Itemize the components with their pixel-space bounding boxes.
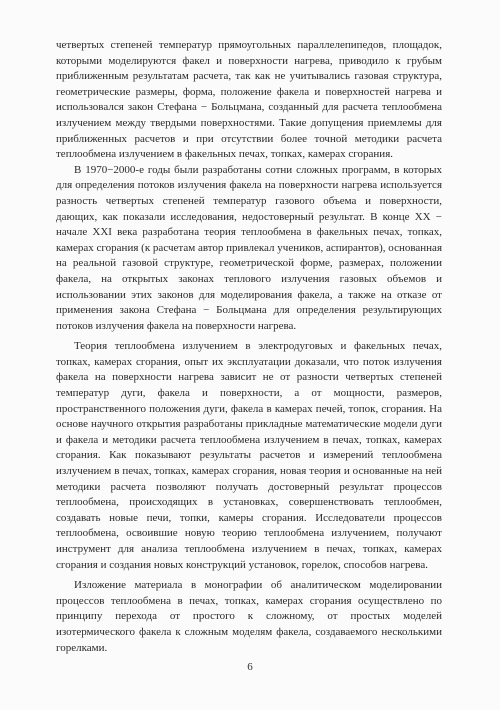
body-text — [56, 38, 442, 656]
page-number: 6 — [247, 661, 253, 673]
paragraph-programs: В 1970−2000-е годы были разработаны сотни сложных программ, в которых для определения потоков излучения факела на поверхности нагрева используется разность четвертых степеней температур газового объема и поверхности, дающих, как показали исследования, недостоверный результат. В конце XX − начале XXI века разработана теория теплообмена в факельных печах, топках, камерах сгорания (к расчетам автор привлекал учеников, аспирантов), основанная на реальной газовой структуре, геометрической форме, размерах, положении факела, на открытых законах теплового излучения газовых объемов и использовании этих законов для моделирования факела, а также на отказе от применения закона Стефана − Больцмана для определения результирующих потоков излучения факела на поверхности нагрева. — [56, 163, 442, 332]
paragraph-theory: Теория теплообмена излучением в электродуговых и факельных печах, топках, камерах сгорания, опыт их эксплуатации доказали, что поток излучения факела на поверхности нагрева зависит не от разности четвертых степеней температур дуги, факела и поверхности, а от мощности, размеров, пространственного положения дуги, факела в камерах печей, топок, сгорания. На основе научного открытия разработаны прикладные математические модели дуги и факела и методики расчета теплообмена излучением в печах, топках, камерах сгорания. Как показывают результаты расчетов и измерений теплообмена излучением в печах, топках, камерах сгорания, новая теория и основанные на ней методики расчета позволяют получать достоверный результат процессов теплообмена, происходящих в установках, совершенствовать теплообмен, создавать новые печи, топки, камеры сгорания. Исследователи процессов теплообмена, освоившие новую теорию теплообмена излучением, получают инструмент для анализа теплообмена излучением в печах, топках, камерах сгорания и создания новых конструкций установок, горелок, способов нагрева. — [56, 340, 442, 571]
paragraph-monograph: Изложение материала в монографии об аналитическом моделировании процессов теплообмена в печах, топках, камерах сгорания осуществлено по принципу перехода от простого к сложному, от простых моделей изотермического факела к сложным моделям факела, создаваемого несколькими горелками. — [56, 579, 442, 654]
paragraph-continued: четвертых степеней температур прямоугольных параллелепипедов, площадок, которыми моделируются факел и поверхности нагрева, приводило к грубым приближенным результатам расчета, так как не учитывались газовая структура, геометрические размеры, форма, положение факела и поверхностей нагрева и использовался закон Стефана − Больцмана, созданный для расчета теплообмена излучением между твердыми поверхностями. Такие допущения приемлемы для приближенных расчетов и при отсутствии более точной методики расчета теплообмена излучением в факельных печах, топках, камерах сгорания. — [56, 39, 442, 161]
